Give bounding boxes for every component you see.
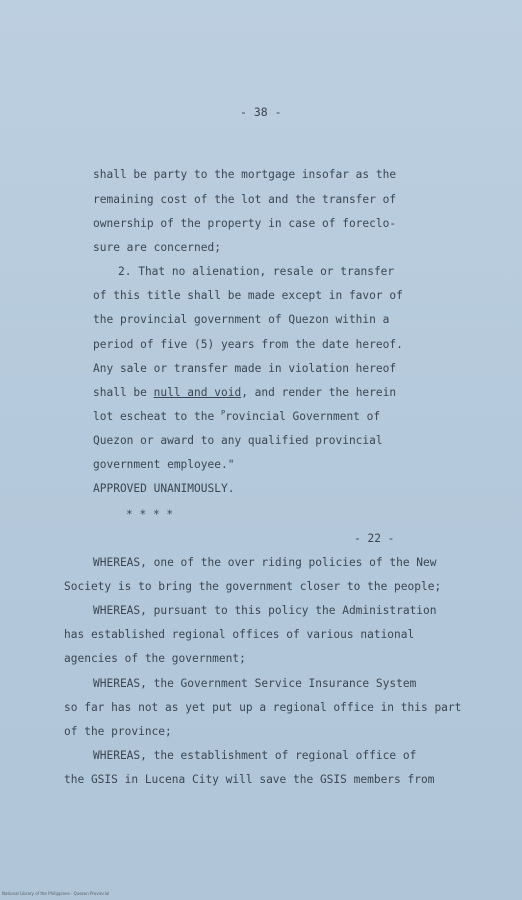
text-line: Society is to bring the government closer to the people;	[64, 580, 442, 593]
text-line: agencies of the government;	[64, 652, 246, 665]
text-line: the GSIS in Lucena City will save the GSIS members from	[64, 773, 435, 786]
text-line: WHEREAS, the establishment of regional office of	[93, 749, 417, 762]
text-line: has established regional offices of various national	[64, 628, 415, 641]
text-line: so far has not as yet put up a regional office in this part	[64, 701, 462, 714]
text-line: sure are concerned;	[93, 241, 221, 254]
text-line: of the province;	[64, 725, 172, 738]
approval-line: APPROVED UNANIMOUSLY.	[93, 482, 235, 495]
text-line: remaining cost of the lot and the transfer of	[93, 193, 397, 206]
superscript-letter: P	[220, 409, 226, 417]
text-line-null-and-void	[93, 386, 396, 399]
archive-footer: National Library of the Philippines · Quezon Provincial	[2, 891, 110, 896]
text-line: 2. That no alienation, resale or transfer	[118, 265, 395, 278]
text-line: WHEREAS, one of the over riding policies of the New	[93, 556, 437, 569]
text-segment: , and render the herein	[241, 386, 397, 399]
section-separator: * * * *	[126, 508, 174, 521]
text-line: Quezon or award to any qualified provincial	[93, 434, 383, 447]
text-segment: lot escheat to the	[93, 410, 221, 423]
text-line: WHEREAS, the Government Service Insurance System	[93, 677, 417, 690]
text-segment: shall be	[93, 386, 154, 399]
resolution-number: - 22 -	[354, 532, 395, 545]
text-line: period of five (5) years from the date hereof.	[93, 338, 403, 351]
text-line-escheat	[93, 410, 380, 423]
text-line: WHEREAS, pursuant to this policy the Administration	[93, 604, 437, 617]
page-number: - 38 -	[240, 105, 282, 119]
text-line: of this title shall be made except in favor of	[93, 289, 403, 302]
text-line: ownership of the property in case of foreclo-	[93, 217, 397, 230]
text-segment: rovincial Government of	[225, 410, 381, 423]
text-line: the provincial government of Quezon within a	[93, 313, 390, 326]
underlined-text: null and void	[153, 386, 242, 399]
text-line: government employee."	[93, 458, 235, 471]
text-line: shall be party to the mortgage insofar as the	[93, 168, 397, 181]
text-line: Any sale or transfer made in violation hereof	[93, 362, 397, 375]
